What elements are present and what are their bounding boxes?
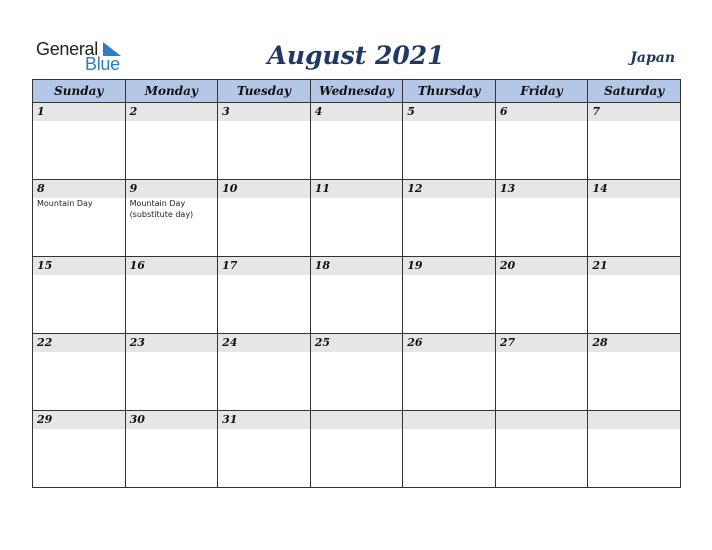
day-number: 31 (218, 411, 310, 429)
weekday-header-row (33, 80, 681, 103)
day-cell[interactable] (495, 180, 588, 257)
day-number: 15 (33, 257, 125, 275)
calendar-body (33, 103, 681, 488)
weekday-header: Thursday (403, 80, 496, 103)
day-number (496, 411, 588, 429)
logo-text-blue: Blue (85, 54, 120, 74)
day-number: 2 (126, 103, 218, 121)
day-number: 23 (126, 334, 218, 352)
day-cell[interactable] (588, 411, 681, 488)
day-cell[interactable] (33, 411, 126, 488)
day-cell[interactable] (310, 334, 403, 411)
day-number: 17 (218, 257, 310, 275)
day-number: 5 (403, 103, 495, 121)
day-number: 27 (496, 334, 588, 352)
calendar-grid (32, 79, 681, 488)
day-cell[interactable] (495, 103, 588, 180)
day-number: 4 (311, 103, 403, 121)
weekday-header: Wednesday (310, 80, 403, 103)
day-number: 3 (218, 103, 310, 121)
day-cell[interactable] (33, 103, 126, 180)
week-row (33, 334, 681, 411)
day-cell[interactable] (310, 411, 403, 488)
day-cell[interactable] (125, 180, 218, 257)
day-number: 30 (126, 411, 218, 429)
day-cell[interactable] (495, 257, 588, 334)
day-number: 25 (311, 334, 403, 352)
day-number: 8 (33, 180, 125, 198)
day-cell[interactable] (218, 334, 311, 411)
country-label: Japan (630, 50, 675, 66)
day-number: 7 (588, 103, 680, 121)
day-number: 6 (496, 103, 588, 121)
day-cell[interactable] (218, 411, 311, 488)
day-cell[interactable] (495, 334, 588, 411)
day-cell[interactable] (495, 411, 588, 488)
day-number: 20 (496, 257, 588, 275)
day-cell[interactable] (218, 257, 311, 334)
day-cell[interactable] (310, 103, 403, 180)
day-number: 21 (588, 257, 680, 275)
day-number: 28 (588, 334, 680, 352)
day-number: 18 (311, 257, 403, 275)
day-cell[interactable] (310, 257, 403, 334)
week-row (33, 180, 681, 257)
day-cell[interactable] (588, 180, 681, 257)
day-number: 12 (403, 180, 495, 198)
day-cell[interactable] (403, 180, 496, 257)
logo-text-general: General (36, 39, 98, 59)
day-number: 11 (311, 180, 403, 198)
week-row (33, 411, 681, 488)
day-cell[interactable] (33, 257, 126, 334)
day-number (403, 411, 495, 429)
day-number: 24 (218, 334, 310, 352)
day-cell[interactable] (403, 334, 496, 411)
day-cell[interactable] (588, 257, 681, 334)
day-number: 16 (126, 257, 218, 275)
day-cell[interactable] (33, 180, 126, 257)
day-cell[interactable] (125, 411, 218, 488)
day-number: 19 (403, 257, 495, 275)
day-number: 13 (496, 180, 588, 198)
day-number: 26 (403, 334, 495, 352)
day-cell[interactable] (588, 334, 681, 411)
day-cell[interactable] (125, 103, 218, 180)
day-number (588, 411, 680, 429)
day-number: 14 (588, 180, 680, 198)
day-number: 10 (218, 180, 310, 198)
day-cell[interactable] (588, 103, 681, 180)
day-cell[interactable] (218, 103, 311, 180)
weekday-header: Friday (495, 80, 588, 103)
day-cell[interactable] (403, 257, 496, 334)
day-number: 9 (126, 180, 218, 198)
weekday-header: Tuesday (218, 80, 311, 103)
day-number: 29 (33, 411, 125, 429)
day-cell[interactable] (403, 103, 496, 180)
week-row (33, 257, 681, 334)
holiday-label: Mountain Day (37, 199, 93, 208)
day-number: 1 (33, 103, 125, 121)
holiday-label: Mountain Day (substitute day) (129, 199, 194, 219)
day-number (311, 411, 403, 429)
day-cell[interactable] (310, 180, 403, 257)
day-cell[interactable] (125, 334, 218, 411)
weekday-header: Sunday (33, 80, 126, 103)
day-cell[interactable] (403, 411, 496, 488)
week-row (33, 103, 681, 180)
day-cell[interactable] (33, 334, 126, 411)
page-title: August 2021 (267, 41, 445, 70)
day-cell[interactable] (218, 180, 311, 257)
day-cell[interactable] (125, 257, 218, 334)
day-number: 22 (33, 334, 125, 352)
weekday-header: Saturday (588, 80, 681, 103)
weekday-header: Monday (125, 80, 218, 103)
